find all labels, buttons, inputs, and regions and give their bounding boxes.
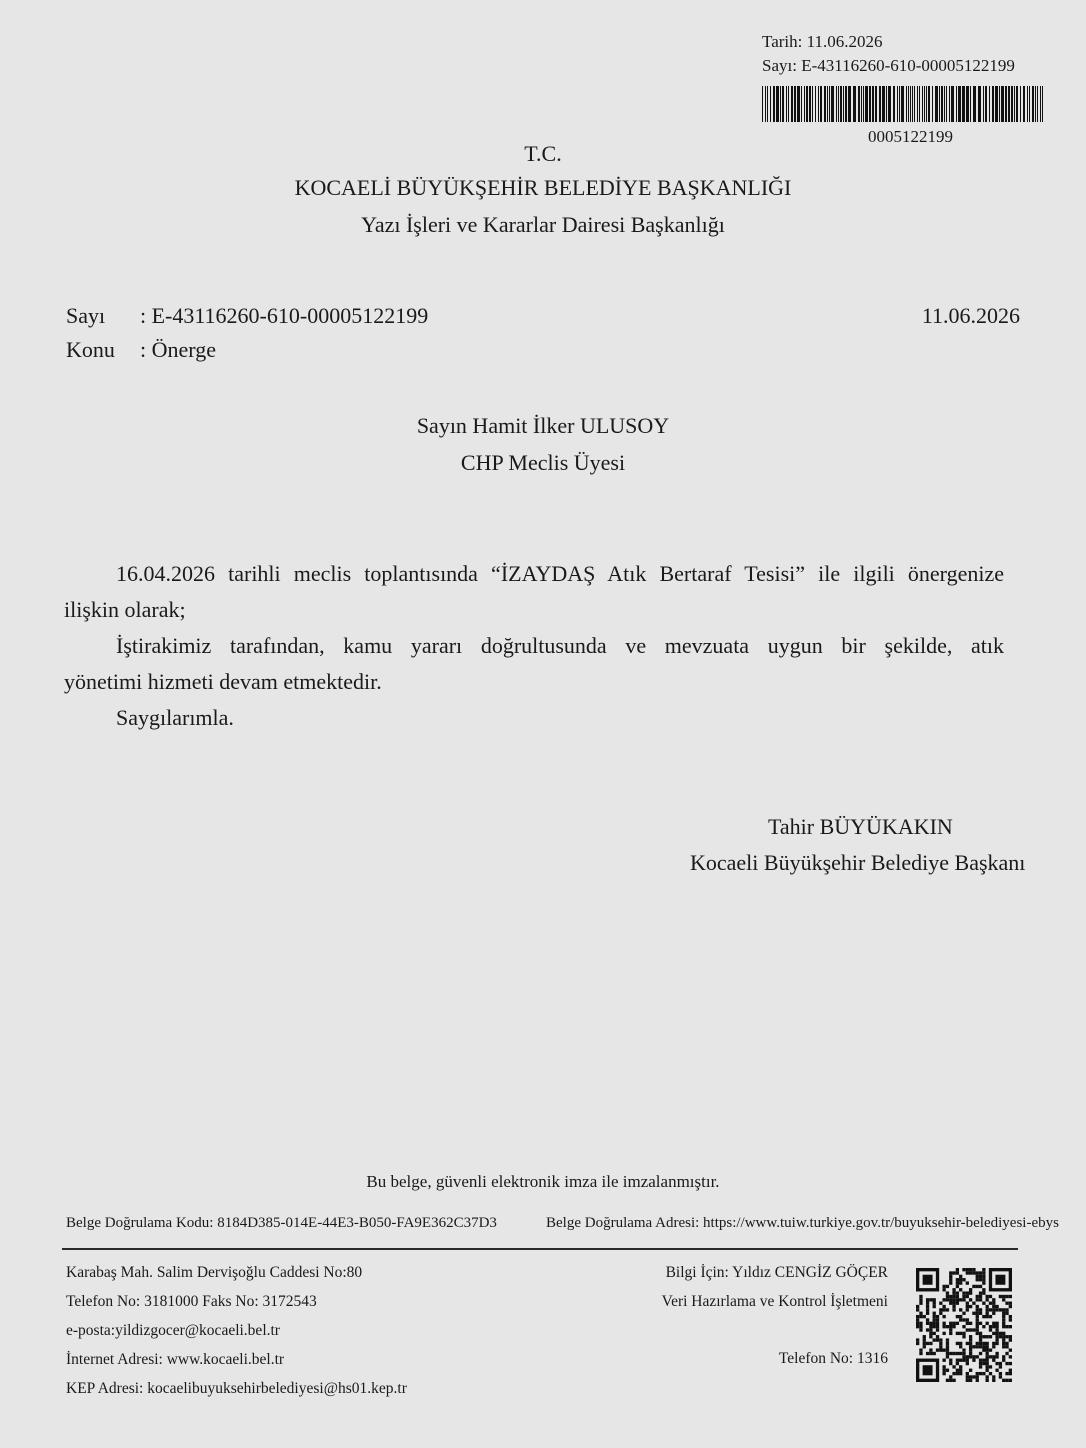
- header-institution: KOCAELİ BÜYÜKŞEHİR BELEDİYE BAŞKANLIĞI: [294, 175, 792, 200]
- header-department: Yazı İşleri ve Kararlar Dairesi Başkanlığı: [361, 212, 725, 237]
- sayi-label: Sayı: [66, 303, 106, 328]
- info-department: Veri Hazırlama ve Kontrol İşletmeni: [661, 1293, 888, 1310]
- letter-body: [64, 556, 1004, 736]
- footer-phone-fax: Telefon No: 3181000 Faks No: 3172543: [66, 1293, 317, 1310]
- closing-line: Saygılarımla.: [116, 705, 234, 730]
- info-phone: Telefon No: 1316: [778, 1350, 888, 1367]
- header-tc: T.C.: [524, 141, 562, 166]
- verify-address: Belge Doğrulama Adresi: https://www.tuiw.turkiye.gov.tr/buyuksehir-belediyesi-ebys: [546, 1215, 1059, 1231]
- footer-address: Karabaş Mah. Salim Dervişoğlu Caddesi No:80: [66, 1264, 363, 1281]
- qr-code-image: [916, 1268, 1012, 1382]
- paragraph-1-line-1: 16.04.2026 tarihli meclis toplantısında “İZAYDAŞ Atık Bertaraf Tesisi” ile ilgili önergenize: [116, 561, 1004, 586]
- meta-number: Sayı: E-43116260-610-00005122199: [762, 56, 1015, 75]
- paragraph-1-line-2: ilişkin olarak;: [64, 597, 186, 622]
- esign-note: Bu belge, güvenli elektronik imza ile imzalanmıştır.: [366, 1172, 720, 1191]
- addressee-name: Sayın Hamit İlker ULUSOY: [416, 413, 670, 438]
- signer-name: Tahir BÜYÜKAKIN: [768, 814, 953, 839]
- document-date: 11.06.2026: [921, 303, 1020, 328]
- footer-divider: [62, 1248, 1018, 1250]
- paragraph-2-line-1: İştirakimiz tarafından, kamu yararı doğrultusunda ve mevzuata uygun bir şekilde, atık: [116, 633, 1004, 658]
- konu-value: : Önerge: [140, 337, 216, 362]
- addressee-title: CHP Meclis Üyesi: [460, 450, 626, 475]
- footer-email: e-posta:yildizgocer@kocaeli.bel.tr: [66, 1322, 280, 1339]
- signer-title: Kocaeli Büyükşehir Belediye Başkanı: [690, 850, 1026, 875]
- paragraph-2-line-2: yönetimi hizmeti devam etmektedir.: [64, 669, 382, 694]
- verify-code: Belge Doğrulama Kodu: 8184D385-014E-44E3-B050-FA9E362C37D3: [66, 1215, 497, 1231]
- footer-contact: [66, 1258, 407, 1403]
- sayi-value: : E-43116260-610-00005122199: [140, 303, 429, 328]
- konu-label: Konu: [66, 337, 115, 362]
- footer-kep: KEP Adresi: kocaelibuyuksehirbelediyesi@hs01.kep.tr: [66, 1380, 407, 1397]
- barcode-image: [762, 86, 1043, 122]
- footer-website: İnternet Adresi: www.kocaeli.bel.tr: [66, 1351, 285, 1368]
- info-contact-person: Bilgi İçin: Yıldız CENGİZ GÖÇER: [665, 1264, 888, 1281]
- footer-info: [662, 1258, 888, 1316]
- barcode-number: 0005122199: [868, 127, 953, 146]
- meta-date: Tarih: 11.06.2026: [762, 32, 883, 51]
